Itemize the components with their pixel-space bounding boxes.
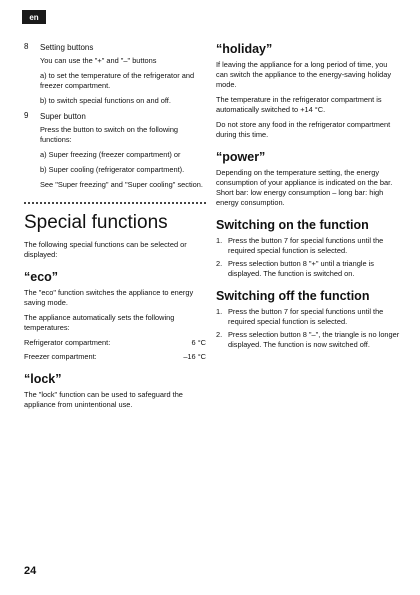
- power-heading: “power”: [216, 150, 266, 164]
- section-divider: [24, 202, 206, 204]
- paragraph: The "eco" function switches the appliance to energy saving mode.: [24, 288, 194, 307]
- item-number: 8: [24, 42, 29, 51]
- paragraph: a) to set the temperature of the refrigerator and freezer compartment.: [40, 71, 195, 90]
- paragraph: a) Super freezing (freezer compartment) or: [40, 150, 181, 159]
- switch-on-steps: [216, 236, 400, 279]
- eco-heading: “eco”: [24, 270, 59, 284]
- temperature-row: [24, 352, 206, 362]
- step-text: Press the button 7 for special functions until the required special function is selected.: [228, 236, 384, 255]
- temperature-value: –16 °C: [183, 352, 206, 361]
- step-text: Press selection button 8 "+" until a triangle is displayed. The function is switched on.: [228, 259, 374, 278]
- section-heading: Special functions: [24, 212, 168, 233]
- paragraph: Depending on the temperature setting, the energy consumption of your appliance is indicated on the bar. Short bar: low energy consumption – long bar: high energy consumption.: [216, 168, 393, 207]
- item-title: Setting buttons: [40, 43, 94, 52]
- paragraph: The "lock" function can be used to safeguard the appliance from unintentional use.: [24, 390, 183, 409]
- step-text: Press the button 7 for special functions until the required special function is selected.: [228, 307, 384, 326]
- paragraph: You can use the "+" and "–" buttons: [40, 56, 157, 65]
- list-item: [216, 330, 400, 350]
- page-number: 24: [24, 565, 37, 577]
- intro-text: The following special functions can be selected or displayed:: [24, 240, 187, 259]
- step-number: 1.: [216, 307, 223, 316]
- lock-heading: “lock”: [24, 372, 62, 386]
- step-number: 2.: [216, 259, 223, 268]
- paragraph: Do not store any food in the refrigerator compartment during this time.: [216, 120, 391, 139]
- paragraph: See "Super freezing" and "Super cooling" section.: [40, 180, 203, 189]
- item-number: 9: [24, 111, 29, 120]
- switch-off-heading: Switching off the function: [216, 289, 370, 303]
- paragraph: Press the button to switch on the following functions:: [40, 125, 179, 144]
- holiday-heading: “holiday”: [216, 42, 273, 56]
- paragraph: b) to switch special functions on and off.: [40, 96, 171, 105]
- list-item: [216, 236, 400, 256]
- switch-on-heading: Switching on the function: [216, 218, 369, 232]
- item-super-button: [24, 111, 206, 190]
- paragraph: b) Super cooling (refrigerator compartment).: [40, 165, 185, 174]
- item-setting-buttons: [24, 42, 206, 106]
- item-title: Super button: [40, 112, 86, 121]
- temperature-row: [24, 338, 206, 348]
- step-number: 1.: [216, 236, 223, 245]
- left-column: [24, 42, 206, 415]
- list-item: [216, 307, 400, 327]
- temperature-value: 6 °C: [191, 338, 206, 347]
- list-item: [216, 259, 400, 279]
- step-number: 2.: [216, 330, 223, 339]
- language-tab: en: [22, 10, 46, 24]
- switch-off-steps: [216, 307, 400, 350]
- temperature-label: Refrigerator compartment:: [24, 338, 111, 347]
- temperature-label: Freezer compartment:: [24, 352, 97, 361]
- paragraph: The appliance automatically sets the following temperatures:: [24, 313, 175, 332]
- paragraph: If leaving the appliance for a long period of time, you can switch the appliance to the energy-saving holiday mode.: [216, 60, 392, 89]
- right-column: [216, 42, 400, 356]
- step-text: Press selection button 8 "–", the triangle is no longer displayed. The function is now switched off.: [228, 330, 400, 349]
- paragraph: The temperature in the refrigerator compartment is automatically switched to +14 °C.: [216, 95, 382, 114]
